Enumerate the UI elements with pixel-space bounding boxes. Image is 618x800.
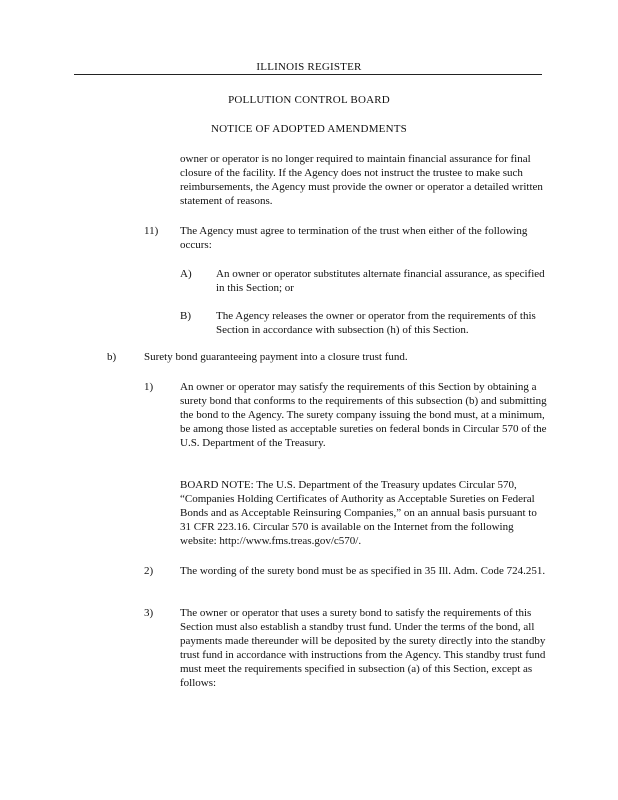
item-b-text: Surety bond guaranteeing payment into a closure trust fund. [144,351,408,363]
item-b-label: b) [107,351,117,363]
item-11B-label: B) [180,310,191,322]
item-11-text: The Agency must agree to termination of the trust when either of the following occurs: [180,225,528,251]
item-b1-paragraph [180,380,548,450]
item-b1-label: 1) [144,381,154,393]
header-rule [74,74,542,75]
item-11A-label: A) [180,268,192,280]
board-note-paragraph [180,478,548,548]
item-b2-text: The wording of the surety bond must be as specified in 35 Ill. Adm. Code 724.251. [180,565,546,577]
item-b2-paragraph [180,564,548,578]
item-11-label: 11) [144,225,159,237]
register-title: ILLINOIS REGISTER [256,61,362,73]
item-11A-text: An owner or operator substitutes alternate financial assurance, as specified in this Section; or [216,268,545,294]
item-b3-paragraph [180,606,548,690]
board-title: POLLUTION CONTROL BOARD [228,94,390,106]
item-11B-paragraph [216,309,548,337]
board-note-text: BOARD NOTE: The U.S. Department of the Treasury updates Circular 570, “Companies Holding Certificates of Authority as Acceptable Sureties on Federal Bonds and as Acceptable Reinsuring Companies,” on an annual basis pursuant to 31 CFR 223.16. Circular 570 is available on the Internet from the following website: http://www.fms.treas.gov/c570/. [180,479,537,547]
item-b-paragraph [144,350,548,364]
continuation-text: owner or operator is no longer required to maintain financial assurance for final closure of the facility. If the Agency does not instruct the trustee to make such reimbursements, the Agency must provide the owner or operator a detailed written statement of reasons. [180,153,543,207]
item-b2-label: 2) [144,565,154,577]
continuation-paragraph [180,152,548,208]
item-b3-label: 3) [144,607,154,619]
item-11B-text: The Agency releases the owner or operator from the requirements of this Section in accordance with subsection (h) of this Section. [216,310,536,336]
item-11-paragraph [180,224,548,252]
notice-title: NOTICE OF ADOPTED AMENDMENTS [211,123,407,135]
item-b3-text: The owner or operator that uses a surety bond to satisfy the requirements of this Section must also establish a standby trust fund. Under the terms of the bond, all payments made thereunder will be deposited by the surety directly into the standby trust fund in accordance with instructions from the Agency. This standby trust fund must meet the requirements specified in subsection (a) of this Section, except as follows: [180,607,546,689]
item-11A-paragraph [216,267,548,295]
item-b1-text: An owner or operator may satisfy the requirements of this Section by obtaining a surety bond that conforms to the requirements of this subsection (b) and submitting the bond to the Agency. The surety company issuing the bond must, at a minimum, be among those listed as acceptable sureties on federal bonds in Circular 570 of the U.S. Department of the Treasury. [180,381,547,449]
